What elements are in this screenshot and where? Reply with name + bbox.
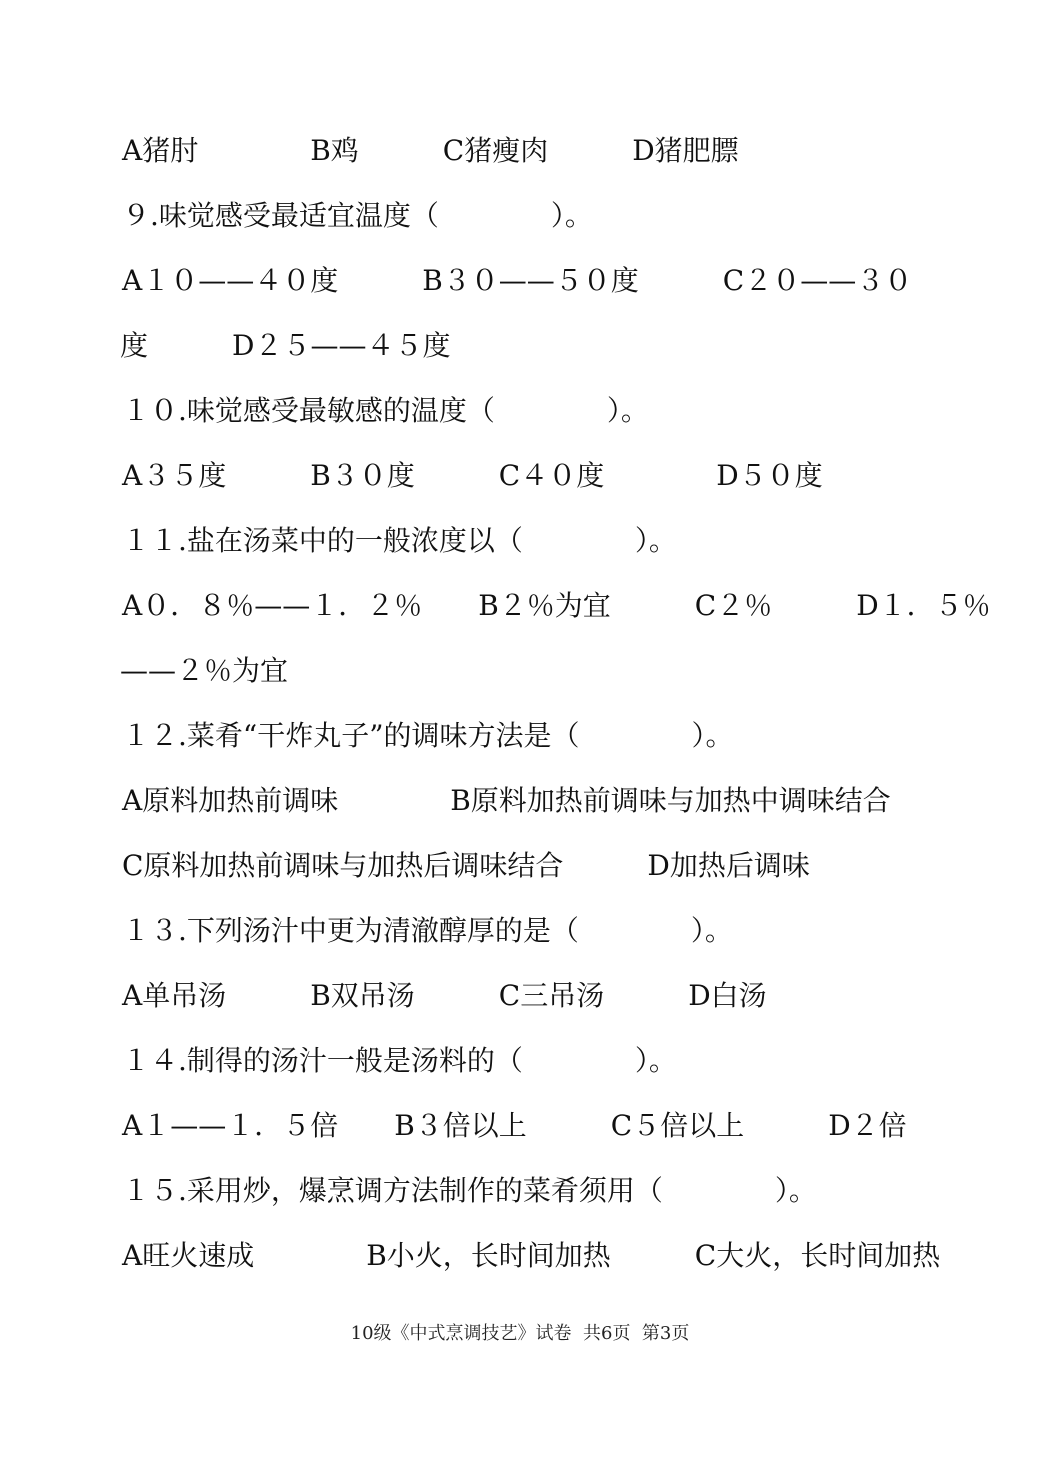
option-line-q11-a: A０．８％——１．２％ B２％为宜 C２％ D１．５％ (122, 589, 991, 622)
question-12: １２.菜肴“干炸丸子”的调味方法是（ ）。 (122, 719, 734, 752)
option-line-q12-b: C原料加热前调味与加热后调味结合 D加热后调味 (122, 849, 810, 882)
question-11: １１.盐在汤菜中的一般浓度以（ ）。 (122, 524, 677, 557)
question-13: １３.下列汤汁中更为清澈醇厚的是（ ）。 (122, 914, 733, 947)
option-line-q13: A单吊汤 B双吊汤 C三吊汤 D白汤 (122, 979, 767, 1012)
option-line-q9-b: 度 D２５——４５度 (120, 329, 451, 362)
page-footer: 10级《中式烹调技艺》试卷 共6页 第3页 (350, 1323, 690, 1344)
option-line-q8: A猪肘 B鸡 C猪瘦肉 D猪肥膘 (122, 134, 739, 167)
question-15: １５.采用炒，爆烹调方法制作的菜肴须用（ ）。 (122, 1174, 817, 1207)
question-9: ９.味觉感受最适宜温度（ ）。 (122, 199, 593, 232)
option-line-q9-a: A１０——４０度 B３０——５０度 C２０——３０ (122, 264, 913, 297)
option-line-q12-a: A原料加热前调味 B原料加热前调味与加热中调味结合 (122, 784, 891, 817)
option-line-q10: A３５度 B３０度 C４０度 D５０度 (122, 459, 823, 492)
option-line-q11-b: ——２％为宜 (120, 654, 289, 687)
question-10: １０.味觉感受最敏感的温度（ ）。 (122, 394, 649, 427)
question-14: １４.制得的汤汁一般是汤料的（ ）。 (122, 1044, 677, 1077)
option-line-q14: A１——１．５倍 B３倍以上 C５倍以上 D２倍 (122, 1109, 907, 1142)
option-line-q15: A旺火速成 B小火，长时间加热 C大火，长时间加热 (122, 1239, 941, 1272)
